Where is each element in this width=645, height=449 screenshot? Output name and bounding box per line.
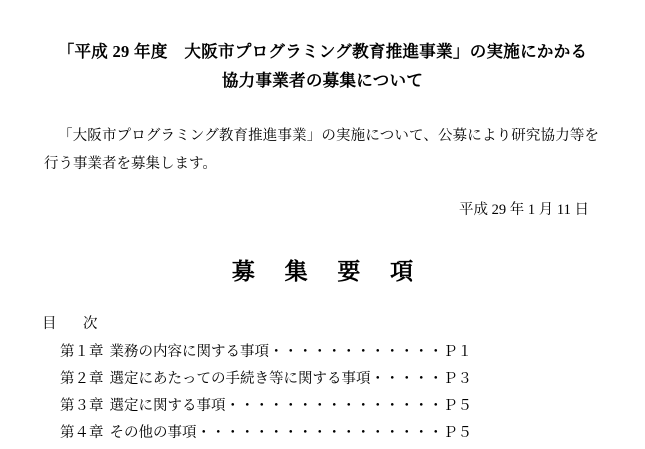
page-title: 募 集 要 項 — [231, 259, 426, 285]
toc-item-label: 業務の内容に関する事項・・・・・・・・・・・・Ｐ１ — [109, 344, 472, 361]
intro-paragraph: 「大阪市プログラミング教育推進事業」の実施について、公募により研究協力等を行う事業者を募集します。 — [44, 127, 599, 173]
document-page — [0, 38, 645, 449]
list-item — [42, 420, 645, 447]
toc-item-label: 選定にあたっての手続き等に関する事項・・・・・Ｐ３ — [109, 371, 472, 388]
document-title-line-2: 協力事業者の募集について — [221, 70, 424, 90]
toc-item-chapter: 第３章 — [60, 397, 104, 414]
document-title-line-1: 「平成 29 年度 大阪市プログラミング教育推進事業」の実施にかかる — [57, 42, 588, 61]
toc-item-label: その他の事項・・・・・・・・・・・・・・・・・Ｐ５ — [109, 424, 472, 441]
toc-label: 目 次 — [42, 316, 104, 333]
intro-section — [44, 122, 599, 179]
list-item — [42, 393, 645, 420]
toc-item-label: 選定に関する事項・・・・・・・・・・・・・・・Ｐ５ — [109, 397, 472, 414]
list-item — [42, 366, 645, 393]
toc-item-chapter: 第４章 — [60, 424, 104, 441]
table-of-contents — [42, 312, 645, 446]
toc-list — [42, 339, 645, 446]
document-title — [0, 38, 645, 96]
document-date: 平成 29 年 1 月 11 日 — [459, 202, 589, 219]
toc-item-chapter: 第２章 — [60, 371, 104, 388]
list-item — [42, 339, 645, 366]
toc-item-chapter: 第１章 — [60, 344, 104, 361]
